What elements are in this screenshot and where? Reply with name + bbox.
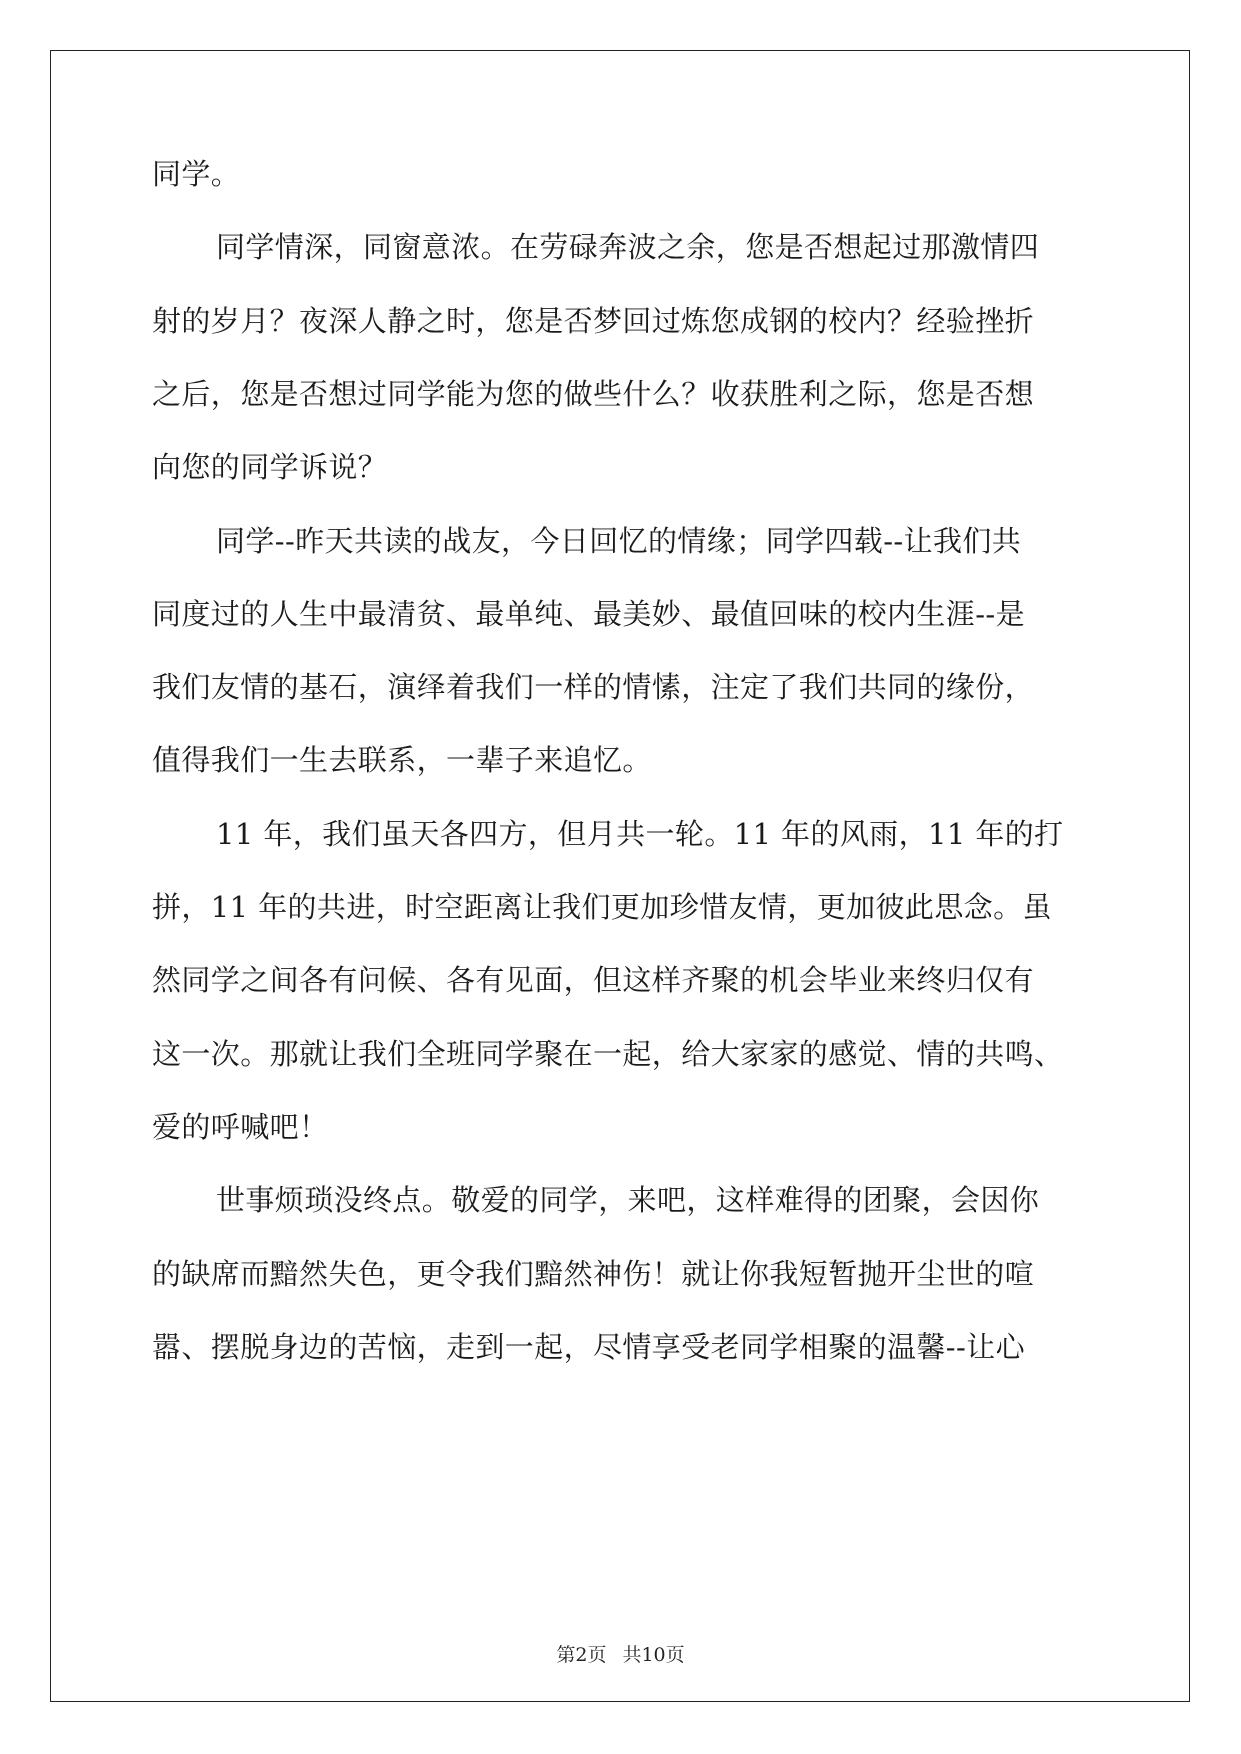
page-border <box>50 50 1190 1702</box>
text-line: 同学--昨天共读的战友，今日回忆的情缘；同学四载--让我们共 <box>216 524 1022 558</box>
text-line: 拼，11 年的共进，时空距离让我们更加珍惜友情，更加彼此思念。虽 <box>152 890 1052 924</box>
text-line: 向您的同学诉说？ <box>152 450 388 484</box>
page-number: 第2页 <box>556 1644 607 1666</box>
text-line: 我们友情的基石，演绎着我们一样的情愫，注定了我们共同的缘份， <box>152 670 1035 704</box>
text-line: 11 年，我们虽天各四方，但月共一轮。11 年的风雨，11 年的打 <box>216 817 1064 851</box>
text-line: 嚣、摆脱身边的苦恼，走到一起，尽情享受老同学相聚的温馨--让心 <box>152 1330 1025 1364</box>
text-line: 之后，您是否想过同学能为您的做些什么？收获胜利之际，您是否想 <box>152 377 1035 411</box>
page-total: 共10页 <box>622 1644 685 1666</box>
text-line: 然同学之间各有问候、各有见面，但这样齐聚的机会毕业来终归仅有 <box>152 963 1035 997</box>
text-line: 值得我们一生去联系，一辈子来追忆。 <box>152 743 652 777</box>
page-footer <box>0 1642 1241 1668</box>
text-line: 世事烦琐没终点。敬爱的同学，来吧，这样难得的团聚，会因你 <box>216 1183 1040 1217</box>
text-line: 同学。 <box>152 157 241 191</box>
text-line: 爱的呼喊吧！ <box>152 1110 329 1144</box>
text-line: 这一次。那就让我们全班同学聚在一起，给大家家的感觉、情的共鸣、 <box>152 1037 1064 1071</box>
text-line: 同学情深，同窗意浓。在劳碌奔波之余，您是否想起过那激情四 <box>216 230 1040 264</box>
text-line: 的缺席而黯然失色，更令我们黯然神伤！就让你我短暂抛开尘世的喧 <box>152 1257 1035 1291</box>
text-line: 射的岁月？夜深人静之时，您是否梦回过炼您成钢的校内？经验挫折 <box>152 304 1035 338</box>
text-line: 同度过的人生中最清贫、最单纯、最美妙、最值回味的校内生涯--是 <box>152 597 1025 631</box>
